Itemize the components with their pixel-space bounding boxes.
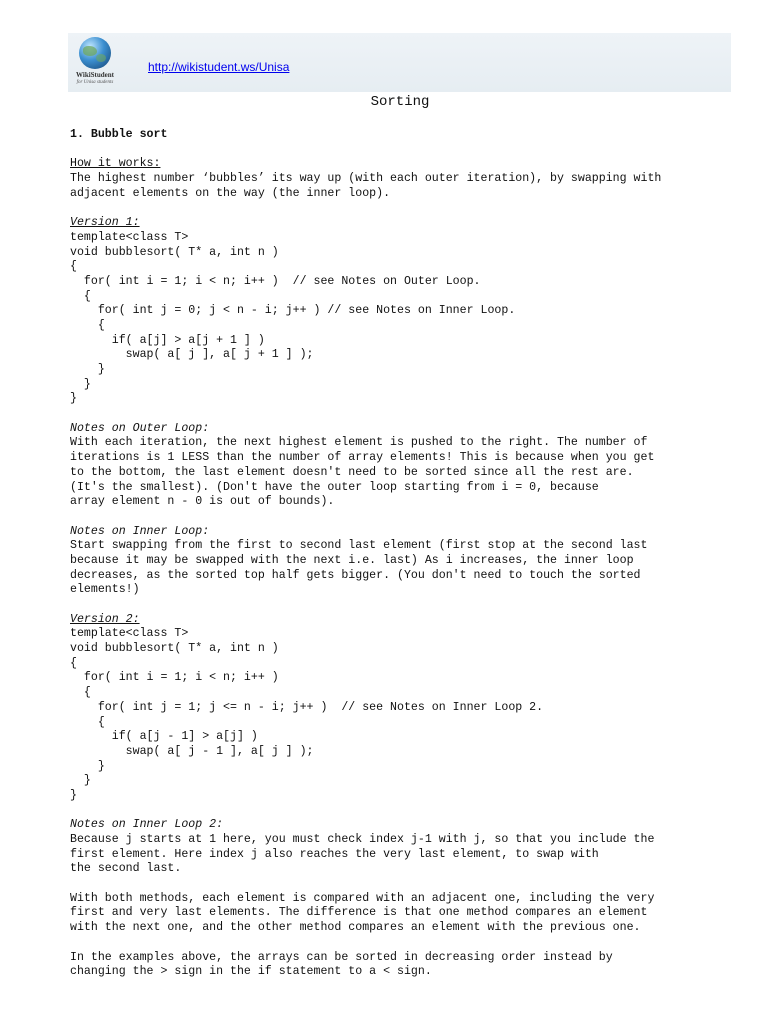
inner-loop-2-notes-label: Notes on Inner Loop 2: (70, 818, 224, 832)
code-line: template<class T> (70, 230, 189, 244)
code-line: { (70, 715, 105, 729)
version-1-label: Version 1: (70, 216, 140, 230)
code-line: swap( a[ j - 1 ], a[ j ] ); (70, 744, 314, 758)
text-line: changing the > sign in the if statement to a < sign. (70, 965, 432, 979)
globe-icon (79, 37, 111, 69)
code-line: } (70, 377, 91, 391)
code-line: if( a[j - 1] > a[j] ) (70, 730, 258, 744)
code-line: } (70, 392, 77, 406)
page-title: Sorting (370, 94, 430, 110)
text-line: With both methods, each element is compared with an adjacent one, including the very (70, 891, 655, 905)
code-line: { (70, 656, 77, 670)
code-line: { (70, 289, 91, 303)
code-line: for( int i = 1; i < n; i++ ) (70, 671, 279, 685)
version-2-code (70, 627, 750, 803)
text-line: The highest number ‘bubbles’ its way up (with each outer iteration), by swapping with (70, 172, 662, 186)
version-2-label: Version 2: (70, 612, 140, 626)
logo-tagline: for Unisa students (76, 80, 114, 85)
text-line: because it may be swapped with the next i.e. last) As i increases, the inner loop (70, 553, 634, 567)
text-line: the second last. (70, 862, 182, 876)
code-line: swap( a[ j ], a[ j + 1 ] ); (70, 348, 314, 362)
text-line: adjacent elements on the way (the inner loop). (70, 186, 391, 200)
code-line: } (70, 774, 91, 788)
wikistudent-logo (70, 35, 120, 91)
text-line: Start swapping from the first to second last element (first stop at the second last (70, 539, 648, 553)
text-line: first and very last elements. The difference is that one method compares an element (70, 906, 648, 920)
code-line: template<class T> (70, 627, 189, 641)
text-line: array element n - 0 is out of bounds). (70, 495, 335, 509)
page-header (68, 33, 731, 92)
code-line: { (70, 686, 91, 700)
text-line: to the bottom, the last element doesn't need to be sorted since all the rest are. (70, 465, 634, 479)
code-line: } (70, 759, 105, 773)
code-line: void bubblesort( T* a, int n ) (70, 642, 279, 656)
how-it-works-label: How it works: (70, 157, 161, 171)
code-line: } (70, 363, 105, 376)
version-1-code (70, 231, 750, 407)
outer-loop-notes-label: Notes on Outer Loop: (70, 421, 210, 435)
text-line: decreases, as the sorted top half gets bigger. (You don't need to touch the sorted (70, 568, 641, 582)
text-line: With each iteration, the next highest element is pushed to the right. The number of (70, 436, 648, 450)
text-line: In the examples above, the arrays can be sorted in decreasing order instead by (70, 950, 613, 964)
text-line: elements!) (70, 583, 140, 597)
code-line: for( int j = 0; j < n - i; j++ ) // see Notes on Inner Loop. (70, 304, 516, 318)
logo-name: WikiStudent (76, 71, 114, 79)
code-line: void bubblesort( T* a, int n ) (70, 245, 279, 259)
code-line: for( int i = 1; i < n; i++ ) // see Notes on Outer Loop. (70, 274, 481, 288)
code-line: { (70, 318, 105, 332)
inner-loop-notes-label: Notes on Inner Loop: (70, 524, 210, 538)
text-line: with the next one, and the other method compares an element with the previous one. (70, 921, 641, 935)
text-line: Because j starts at 1 here, you must check index j-1 with j, so that you include the (70, 833, 655, 846)
text-line: (It's the smallest). (Don't have the outer loop starting from i = 0, because (70, 480, 599, 494)
text-line: iterations is 1 LESS than the number of array elements! This is because when you get (70, 451, 655, 465)
wikistudent-link[interactable]: http://wikistudent.ws/Unisa (148, 60, 290, 74)
section-heading: 1. Bubble sort (70, 128, 168, 141)
code-line: { (70, 260, 77, 274)
document-body (70, 128, 750, 980)
code-line: } (70, 788, 77, 802)
code-line: if( a[j] > a[j + 1 ] ) (70, 333, 265, 347)
text-line: first element. Here index j also reaches the very last element, to swap with (70, 847, 599, 861)
code-line: for( int j = 1; j <= n - i; j++ ) // see Notes on Inner Loop 2. (70, 700, 544, 714)
